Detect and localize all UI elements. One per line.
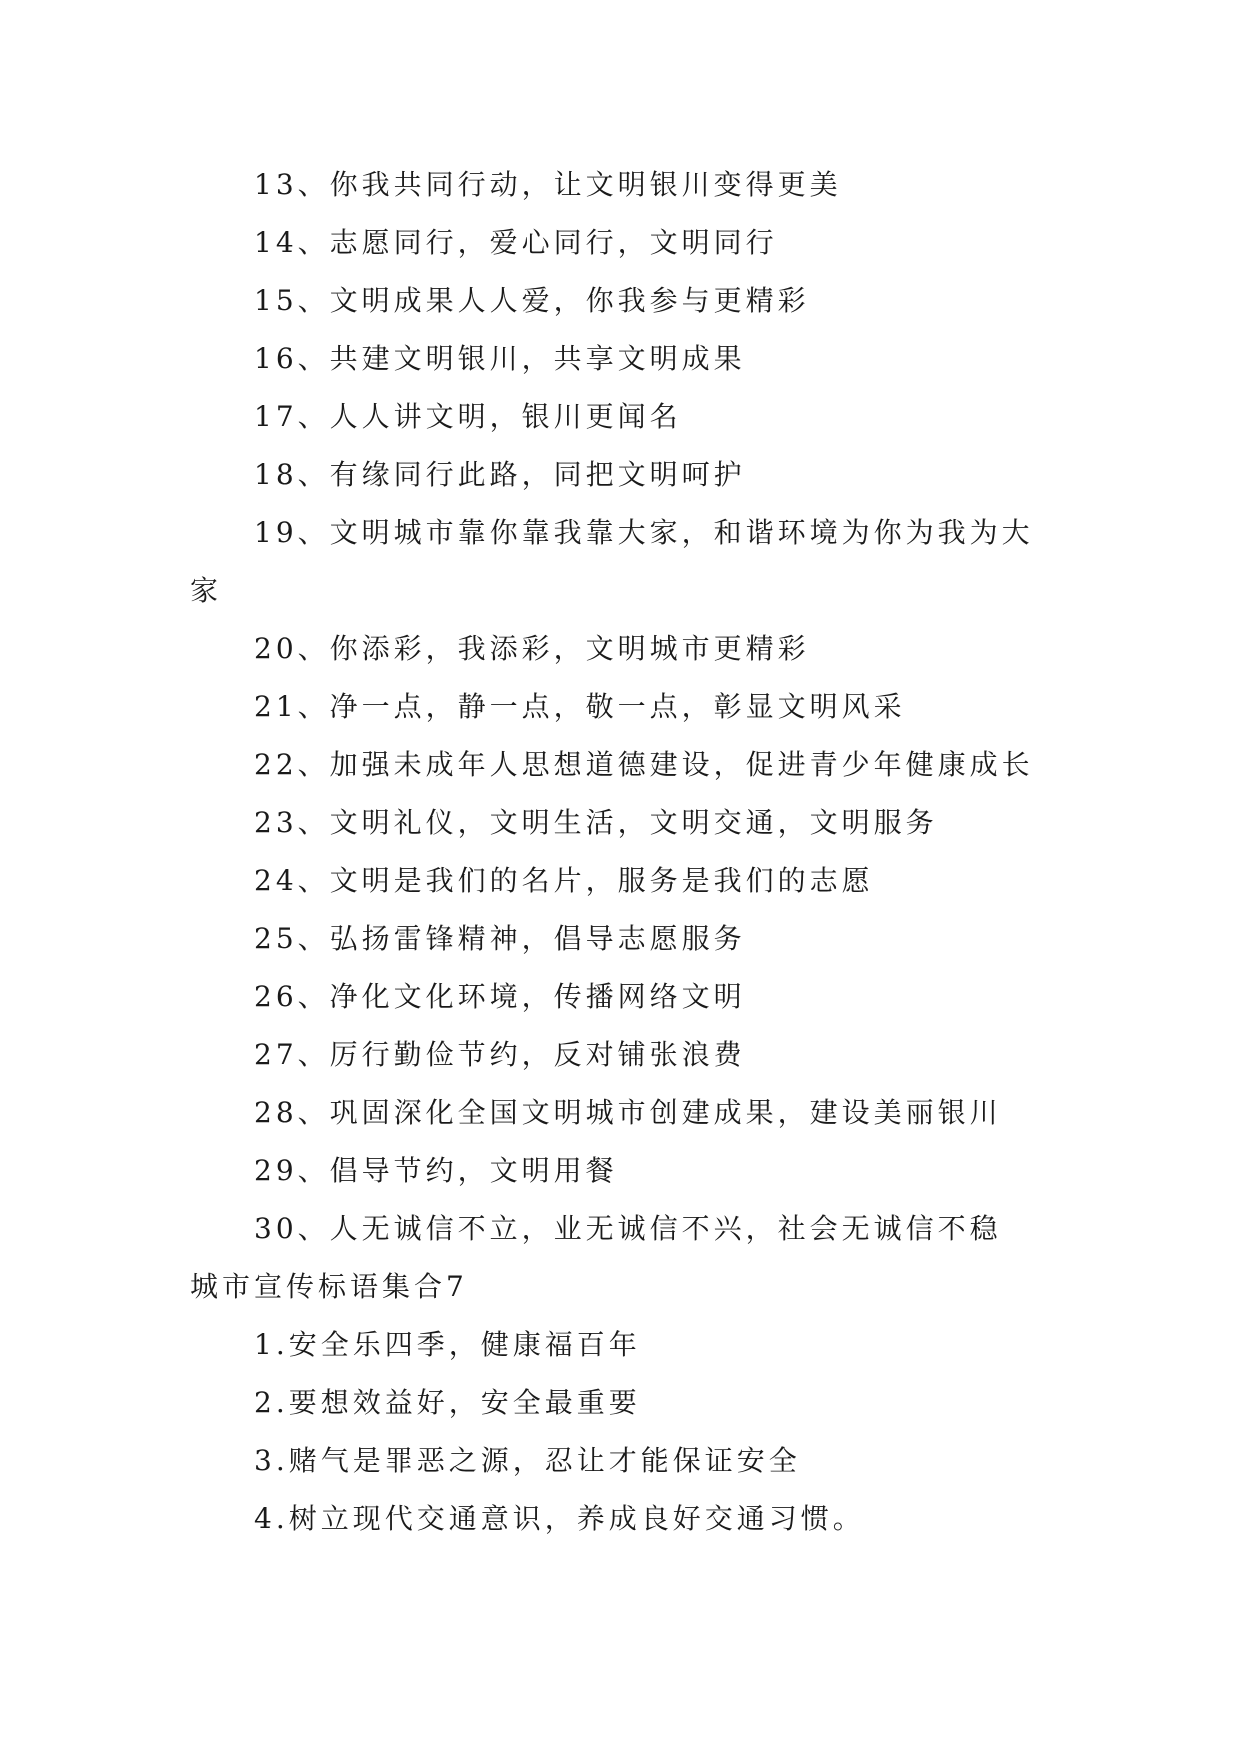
slogan-line: 4.树立现代交通意识，养成良好交通习惯。 [254, 1502, 865, 1535]
slogan-line: 15、文明成果人人爱，你我参与更精彩 [254, 284, 810, 317]
slogan-line: 29、倡导节约，文明用餐 [254, 1154, 618, 1187]
slogan-line: 19、文明城市靠你靠我靠大家，和谐环境为你为我为大 [254, 516, 1034, 549]
slogan-line: 18、有缘同行此路，同把文明呵护 [254, 458, 746, 491]
slogan-line: 20、你添彩，我添彩，文明城市更精彩 [254, 632, 810, 665]
section-heading: 城市宣传标语集合7 [190, 1270, 468, 1303]
slogan-line: 25、弘扬雷锋精神，倡导志愿服务 [254, 922, 746, 955]
slogan-line: 24、文明是我们的名片，服务是我们的志愿 [254, 864, 874, 897]
slogan-line: 26、净化文化环境，传播网络文明 [254, 980, 746, 1013]
slogan-line: 21、净一点，静一点，敬一点，彰显文明风采 [254, 690, 906, 723]
slogan-line: 2.要想效益好，安全最重要 [254, 1386, 641, 1419]
slogan-line: 16、共建文明银川，共享文明成果 [254, 342, 746, 375]
slogan-line: 13、你我共同行动，让文明银川变得更美 [254, 168, 842, 201]
slogan-line: 23、文明礼仪，文明生活，文明交通，文明服务 [254, 806, 938, 839]
slogan-line: 30、人无诚信不立，业无诚信不兴，社会无诚信不稳 [254, 1212, 1002, 1245]
slogan-line: 22、加强未成年人思想道德建设，促进青少年健康成长 [254, 748, 1034, 781]
slogan-line: 28、巩固深化全国文明城市创建成果，建设美丽银川 [254, 1096, 1002, 1129]
slogan-line: 1.安全乐四季，健康福百年 [254, 1328, 641, 1361]
slogan-line-continuation: 家 [190, 574, 223, 607]
slogan-line: 17、人人讲文明，银川更闻名 [254, 400, 682, 433]
slogan-line: 14、志愿同行，爱心同行，文明同行 [254, 226, 778, 259]
slogan-line: 3.赌气是罪恶之源，忍让才能保证安全 [254, 1444, 801, 1477]
slogan-line: 27、厉行勤俭节约，反对铺张浪费 [254, 1038, 746, 1071]
document-body [190, 156, 1060, 1548]
